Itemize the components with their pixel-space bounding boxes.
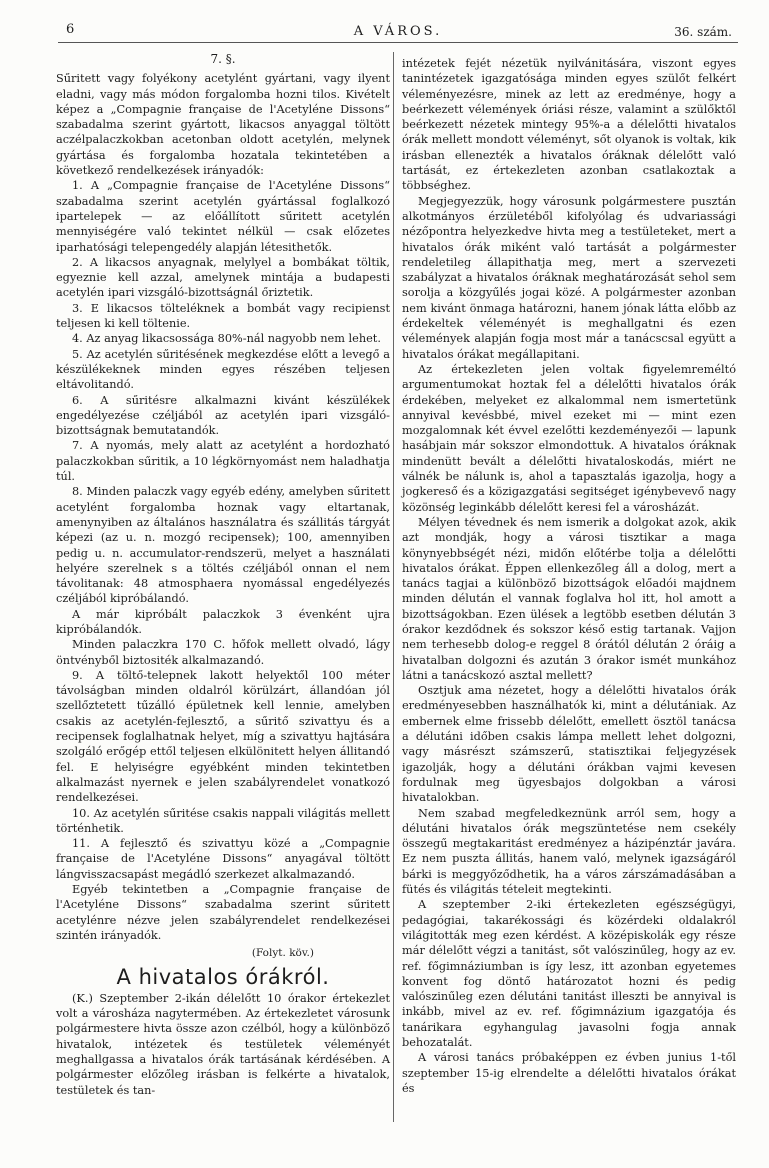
paragraph: A már kipróbált palaczkok 3 évenként ujra kipróbálandók. [56, 607, 390, 636]
paragraph: Nem szabad megfeledkeznünk arról sem, hogy a délutáni hivatalos órák megszüntetése nem csekély összegű megtakaritást eredményez a házipénztár javára. Ez nem puszta állitás, hanem való, melynek igazságáról bárki is meggyőződhetik, ha a város zárszámadásában a fütés és világitás tételeit megtekinti. [402, 806, 736, 897]
paragraph: 11. A fejlesztő és szivattyu közé a „Compagnie française de l'Acetyléne Dissons“ anyagával töltött lángvisszacsapást megádló szerkezet alkalmazandó. [56, 837, 390, 881]
paragraph: 9. A töltő-telepnek lakott helyektől 100 méter távolságban minden oldalról körülzárt, állandóan jól szellőztetett tűzálló épületnek kell lennie, amelyben csakis az acetylén-fejlesztő, a sűritő szivattyu és a recipensek foglalhatnak helyet, míg a szivattyu hajtására szolgáló erőgép ettől teljesen elkülönitett helyen állitandó fel. E helyiségre egyébként minden tekintetben alkalmazást nyernek e jelen szabályrendelet vonatkozó rendelkezései. [56, 668, 390, 805]
paragraph: Osztjuk ama nézetet, hogy a délelőtti hivatalos órák eredményesebben használhatók ki, mint a délutániak. Az embernek elme frissebb délelőtt, emellett ösztöl tanácsa a délutáni időben csakis lámpa mellett lehet dolgozni, vagy másrészt számszerű, statisztikai feljegyzések igazolják, hogy a délutáni órákban vajmi kevesen fordulnak meg ügyesbajos dolgokban a városi hivatalokban. [402, 684, 736, 805]
column-divider [393, 52, 394, 1122]
paragraph: (K.) Szeptember 2-ikán délelőtt 10 órakor értekezlet volt a városháza nagytermében. Az értekezletet városunk polgármestere hivta össze azon czélból, hogy a különböző hivatalok, intézetek és testületek véleményét meghallgassa a hivatalos órák tartásának kérdésében. A polgármester előzőleg irásban is felkérte a hivatalok, testületek és tan- [56, 991, 390, 1097]
paragraph: intézetek fejét nézetük nyilvánitására, viszont egyes tanintézetek igazgatósága minden egyes szülőt felkért véleményezésre, minek az lett az eredménye, hogy a beérkezett vélemények óriási része, valamint a szülőktől beérkezett nézetek mintegy 95%-a a délelőtti hivatalos órák mellett mondott véleményt, sőt olyanok is voltak, kik irásban ellenezték a hivatalos óráknak délelőtt való tartását, ez értekezleten azonban csatlakoztak a többséghez. [402, 57, 736, 193]
paragraph: 6. A sűritésre alkalmazni kivánt készülékek engedélyezése czéljából az acetylén ipari vizsgáló-bizottságnak bemutatandók. [56, 393, 390, 438]
paragraph: A városi tanács próbaképpen ez évben junius 1-től szeptember 15-ig elrendelte a délelőtti hivatalos órákat és [402, 1051, 736, 1095]
page-number: 6 [66, 22, 75, 37]
paragraph: Az értekezleten jelen voltak figyelemreméltó argumentumokat hoztak fel a délelőtti hivatalos órák érdekében, melyeket ez alkalommal nem ismertetünk annyival kevésbbé, mivel ezeket mi — mint ezen mozgalomnak két évvel ezelőtti kezdeményezői — lapunk hasábjain már sokszor elmondottuk. A hivatalos óráknak mindenütt bevált a délelőtti hivataloskodás, miért ne válnék be nálunk is, ahol a tapasztalás igazolja, hogy a jogkereső és a közigazgatási segitséget igénybevevő nagy közönség leginkább délelőtt keresi fel a városházát. [402, 362, 736, 514]
paragraph: 2. A likacsos anyagnak, melylyel a bombákat töltik, egyeznie kell azzal, amelynek mintája a budapesti acetylén ipari vizsgáló-bizottságnál őriztetik. [56, 255, 390, 300]
paragraph: A szeptember 2-iki értekezleten egészségügyi, pedagógiai, takarékossági és közérdeki oldalakról világitották meg ezen kérdést. A középiskolák egy része már délelőtt végzi a tanitást, sőt valószinűleg, hogy az ev. ref. főgimnáziumban is így lesz, itt azonban egyetemes konvent fog döntő határozatot hozni és pedig valószinűleg ezen délutáni tanitást illeszti be annyival is inkább, mivel az ev. ref. főgimnázium igazgatója és tanárikara egyhangulag javasolni fogja annak behozatalát. [402, 898, 736, 1049]
paragraph: Sűritett vagy folyékony acetylént gyártani, vagy ilyent eladni, vagy más módon forgalomba hozni tilos. Kivételt képez a „Compagnie française de l'Acetyléne Dissons“ szabadalma szerint gyártott, likacsos anyaggal töltött aczélpalaczkokban acetonban oldott acetylén, melynek gyártása és forgalomba hozatala tekintetében a következő rendelkezések irányadók: [56, 72, 390, 178]
paragraph: Minden palaczkra 170 C. hőfok mellett olvadó, lágy öntvényből biztositék alkalmazandó. [56, 638, 390, 667]
right-column [402, 56, 736, 1096]
paragraph: 5. Az acetylén sűritésének megkezdése előtt a levegő a készülékeknek minden egyes részében teljesen eltávolitandó. [56, 347, 390, 392]
paragraph: 8. Minden palaczk vagy egyéb edény, amelyben sűritett acetylént forgalomba hoznak vagy eltartanak, amenynyiben az általános használatra és szállitás tárgyát képezi (az u. n. mozgó recipensek); 100, amennyiben pedig u. n. accumulator-rendszerü, melyet a használati helyére szerelnek s a töltés czéljából onnan el nem távolitanak: 48 atmosphaera nyomással engedélyezés czéljából kipróbálandó. [56, 485, 391, 606]
page-header [58, 22, 738, 43]
article-title: A hivatalos órákról. [116, 964, 330, 989]
paragraph: Megjegyezzük, hogy városunk polgármestere pusztán alkotmányos érzületéből kifolyólag és udvariassági nézőpontra helyezkedve hivta meg a testületeket, mert a hivatalos órák miként való tartását a polgármester rendeletileg állapithatja meg, mert a szervezeti szabályzat a hivatalos óráknak meghatározását sehol sem sorolja a közgyűlés jogai közé. A polgármester azonban nem kivánt önmaga határozni, hanem jónak látta előbb az érdekeltek véleményét is meghallgatni és ezen vélemények alapján fogja most már a tanácscsal együtt a hivatalos órákat megállapitani. [402, 194, 736, 361]
left-column [56, 50, 390, 1098]
continuation-note: (Folyt. köv.) [251, 947, 314, 960]
issue-number: 36. szám. [674, 25, 732, 39]
paragraph: Mélyen tévednek és nem ismerik a dolgokat azok, akik azt mondják, hogy a városi tisztikar a maga könynyebbségét nézi, midőn előtérbe tolja a délelőtti hivatalos órákat. Éppen ellenkezőleg áll a dolog, mert a tanács tagjai a különböző bizottságok előadói majdnem minden délután el vannak foglalva hol itt, hol amott a bizottságokban. Ezen ülések a legtöbb esetben délután 3 órakor kezdődnek és sokszor késő estig tartanak. Vajjon nem terhesebb dolog-e reggel 8 órától délután 2 óráig a hivatalban dolgozni és azután 3 órakor ismét munkához látni a tanácskozó asztal mellett? [402, 515, 736, 682]
paragraph: 3. E likacsos tölteléknek a bombát vagy recipienst teljesen ki kell töltenie. [56, 301, 390, 331]
paragraph: 4. Az anyag likacsossága 80%-nál nagyobb nem lehet. [72, 332, 381, 346]
paragraph: 1. A „Compagnie française de l'Acetyléne Dissons“ szabadalma szerint acetylén gyártással foglalkozó ipartelepek — az előállított sűritett acetylén mennyiségére való tekintet nélkül — csak előzetes iparhatósági telepengedély alapján létesithetők. [56, 179, 390, 254]
paragraph: 10. Az acetylén sűritése csakis nappali világitás mellett történhetik. [56, 806, 390, 835]
section-number: 7. §. [210, 52, 236, 66]
paragraph: 7. A nyomás, mely alatt az acetylént a hordozható palaczkokban sűritik, a 10 légkörnyomást nem haladhatja túl. [56, 439, 390, 484]
journal-title: A VÁROS. [353, 24, 443, 39]
paragraph: Egyéb tekintetben a „Compagnie française de l'Acetyléne Dissons“ szabadalma szerint sűritett acetylénre nézve jelen szabályrendelet rendelkezései szintén irányadók. [56, 883, 390, 942]
